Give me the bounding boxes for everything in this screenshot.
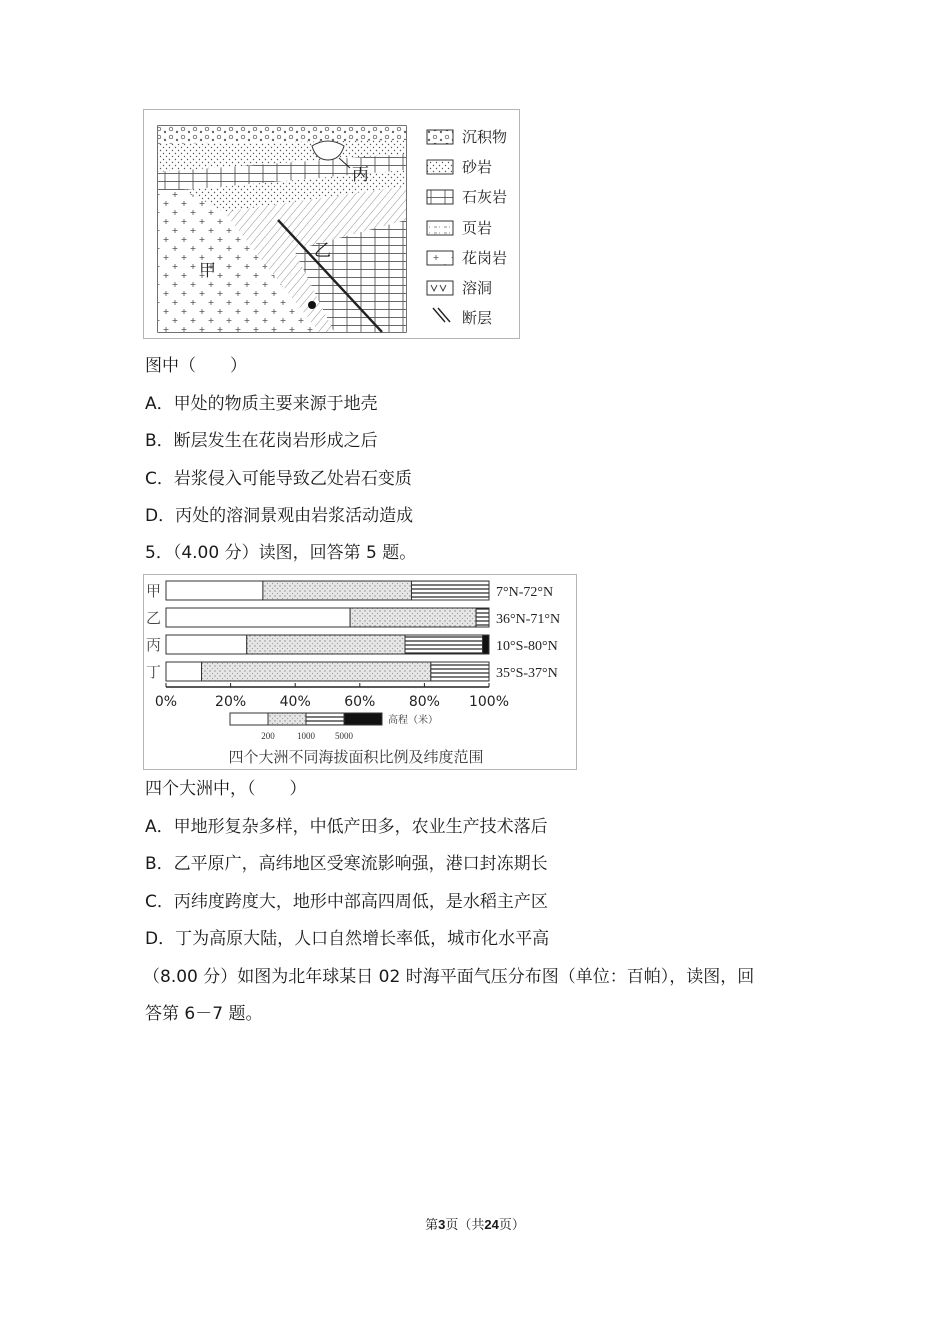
legend-shale: 页岩	[462, 219, 493, 237]
legend-swatch-3	[306, 713, 344, 725]
row-label-2: 乙	[146, 609, 162, 627]
q5-stem: 四个大洲中，（ ）	[145, 779, 307, 799]
legend-swatch-1	[230, 713, 268, 725]
footer-total-pages: 24	[484, 1217, 499, 1232]
x-tick-label: 80%	[408, 694, 440, 710]
latitude-range-4: 35°S-37°N	[496, 666, 558, 681]
fault-icon	[433, 308, 450, 322]
q6-header-line1: （8.00 分）如图为北年球某日 02 时海平面气压分布图（单位：百帕），读图，回	[143, 967, 755, 987]
bar-segment-3-4	[483, 635, 489, 654]
bar-segment-2-1	[166, 608, 350, 627]
x-tick-label: 0%	[154, 694, 178, 710]
bar-segment-4-3	[431, 662, 489, 681]
bar-segment-4-2	[202, 662, 431, 681]
q4-option-b: B．断层发生在花岗岩形成之后	[145, 431, 378, 451]
x-tick-label: 100%	[468, 694, 510, 710]
q4-option-a: A．甲处的物质主要来源于地壳	[145, 394, 378, 414]
bar-segment-1-3	[411, 581, 489, 600]
legend-sediment: 沉积物	[462, 128, 508, 146]
legend-limestone: 石灰岩	[462, 188, 508, 206]
q6-header-line2: 答第 6－7 题。	[145, 1004, 263, 1024]
continent-chart-figure	[143, 574, 577, 770]
chart-title: 四个大洲不同海拔面积比例及纬度范围	[228, 750, 484, 766]
row-label-1: 甲	[146, 582, 162, 600]
q4-option-d: D．丙处的溶洞景观由岩浆活动造成	[145, 506, 414, 526]
q5-option-c: C．丙纬度跨度大，地形中部高四周低，是水稻主产区	[145, 892, 548, 912]
geology-cross-section	[144, 110, 519, 338]
bar-segment-3-2	[247, 635, 405, 654]
footer-pre: 第	[425, 1217, 439, 1232]
label-jia: 甲	[199, 261, 216, 281]
latitude-range-2: 36°N-71°N	[496, 612, 561, 627]
legend-boundary-200: 200	[261, 731, 275, 741]
bar-segment-4-1	[166, 662, 202, 681]
bar-segment-1-1	[166, 581, 263, 600]
legend-boundary-1000: 1000	[297, 731, 315, 741]
bar-segment-2-3	[476, 608, 489, 627]
q5-option-b: B．乙平原广，高纬地区受寒流影响强，港口封冻期长	[145, 854, 548, 874]
label-yi: 乙	[314, 241, 331, 261]
bar-segment-1-2	[263, 581, 412, 600]
q5-option-a: A．甲地形复杂多样，中低产田多，农业生产技术落后	[145, 817, 548, 837]
bar-segment-2-2	[350, 608, 476, 627]
geology-legend	[427, 128, 507, 327]
q4-option-c: C．岩浆侵入可能导致乙处岩石变质	[145, 469, 412, 489]
legend-swatch-4	[344, 713, 382, 725]
bar-segment-3-3	[405, 635, 483, 654]
q5-option-d: D．丁为高原大陆，人口自然增长率低，城市化水平高	[145, 929, 550, 949]
legend-cave: 溶洞	[462, 279, 493, 297]
footer-page-number: 3	[438, 1217, 446, 1232]
point-yi-marker	[308, 301, 316, 309]
x-tick-label: 60%	[344, 694, 376, 710]
row-label-4: 丁	[146, 663, 162, 681]
legend-title: 高程（米）	[388, 715, 438, 726]
page-footer	[0, 1214, 950, 1233]
label-bing: 丙	[352, 165, 369, 185]
x-tick-label: 20%	[215, 694, 247, 710]
row-label-3: 丙	[146, 636, 162, 654]
x-tick-label: 40%	[279, 694, 311, 710]
legend-fault: 断层	[462, 309, 493, 327]
footer-mid: 页（共	[445, 1217, 485, 1232]
legend-granite: 花岗岩	[462, 249, 508, 267]
footer-post: 页）	[498, 1217, 525, 1232]
latitude-range-1: 7°N-72°N	[496, 585, 554, 600]
legend-boundary-5000: 5000	[335, 731, 353, 741]
legend-sandstone: 砂岩	[462, 158, 493, 176]
legend-swatch-2	[268, 713, 306, 725]
latitude-range-3: 10°S-80°N	[496, 639, 558, 654]
geology-figure	[143, 109, 520, 339]
bar-segment-3-1	[166, 635, 247, 654]
q4-stem: 图中（ ）	[145, 356, 247, 376]
continent-elevation-chart	[144, 575, 576, 769]
q5-header: 5．（4.00 分）读图，回答第 5 题。	[145, 543, 417, 563]
